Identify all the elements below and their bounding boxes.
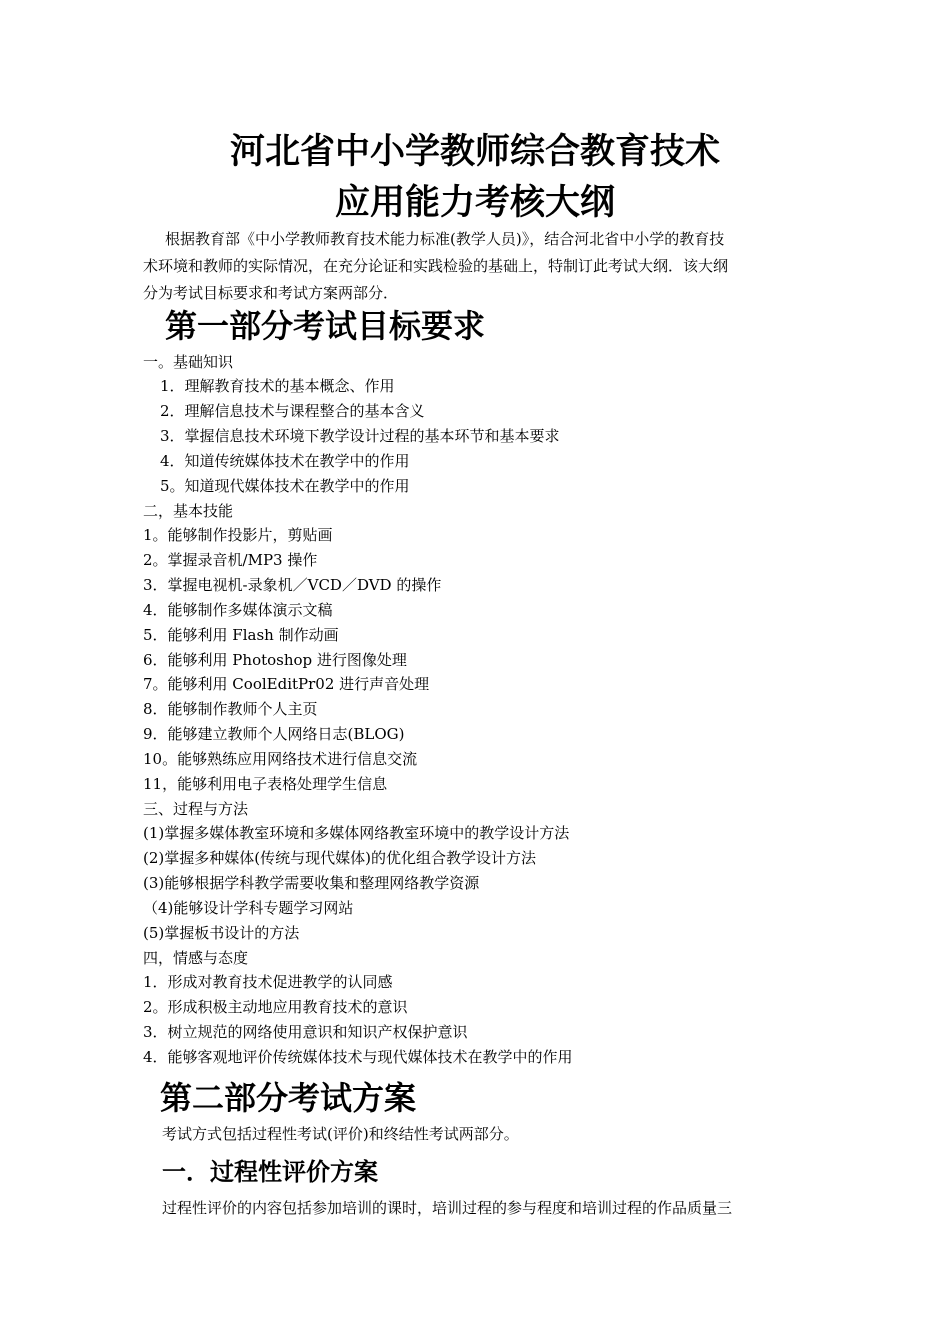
list-item: (5)掌握板书设计的方法 <box>143 923 300 942</box>
list-item: 1．形成对教育技术促进教学的认同感 <box>143 973 393 991</box>
document-title-line-1: 河北省中小学教师综合教育技术 <box>229 132 720 172</box>
section3-list <box>143 821 569 946</box>
section4-heading: 四，情感与态度 <box>143 949 249 967</box>
document-title-line-2: 应用能力考核大纲 <box>334 183 615 223</box>
list-item: 3．掌握电视机-录象机／VCD／DVD 的操作 <box>143 575 442 594</box>
subsection-text: 过程性评价的内容包括参加培训的课时，培训过程的参与程度和培训过程的作品质量三 <box>162 1199 733 1217</box>
section4-list <box>143 970 573 1070</box>
list-item: 1。能够制作投影片，剪贴画 <box>143 526 333 544</box>
intro-line-3: 分为考试目标要求和考试方案两部分． <box>143 284 399 302</box>
list-item: 5．能够利用 Flash 制作动画 <box>143 625 339 644</box>
intro-line-1: 根据教育部《中小学教师教育技术能力标准(教学人员)》，结合河北省中小学的教育技 <box>165 230 725 248</box>
section2-list <box>143 523 441 797</box>
list-item: (3)能够根据学科教学需要收集和整理网络教学资源 <box>143 873 480 892</box>
list-item: 3．掌握信息技术环境下教学设计过程的基本环节和基本要求 <box>160 426 560 445</box>
list-item: 2。形成积极主动地应用教育技术的意识 <box>143 997 408 1016</box>
intro-paragraph <box>143 226 813 307</box>
list-item: 11，能够利用电子表格处理学生信息 <box>143 775 388 794</box>
list-item: 8．能够制作教师个人主页 <box>143 700 318 719</box>
section1-list <box>160 374 560 499</box>
section3-heading: 三、过程与方法 <box>143 800 249 818</box>
intro-line-2: 术环境和教师的实际情况，在充分论证和实践检验的基础上，特制订此考试大纲．该大纲 <box>143 257 729 275</box>
list-item: (2)掌握多种媒体(传统与现代媒体)的优化组合教学设计方法 <box>143 848 536 867</box>
list-item: 4．能够制作多媒体演示文稿 <box>143 600 333 619</box>
list-item: 10。能够熟练应用网络技术进行信息交流 <box>143 750 418 769</box>
section2-heading: 二，基本技能 <box>143 502 234 520</box>
list-item: 7。能够利用 CoolEditPr02 进行声音处理 <box>143 675 430 694</box>
section1-heading: 一。基础知识 <box>143 353 234 371</box>
list-item: 4．能够客观地评价传统媒体技术与现代媒体技术在教学中的作用 <box>143 1047 573 1066</box>
list-item: 1．理解教育技术的基本概念、作用 <box>160 377 395 395</box>
list-item: (1)掌握多媒体教室环境和多媒体网络教室环境中的教学设计方法 <box>143 824 570 842</box>
list-item: 4．知道传统媒体技术在教学中的作用 <box>160 451 410 470</box>
list-item: 9．能够建立教师个人网络日志(BLOG) <box>143 725 405 744</box>
list-item: （4)能够设计学科专题学习网站 <box>143 898 354 917</box>
subsection-heading: 一．过程性评价方案 <box>162 1158 378 1186</box>
part1-heading: 第一部分考试目标要求 <box>165 307 486 345</box>
part2-intro: 考试方式包括过程性考试(评价)和终结性考试两部分。 <box>162 1125 519 1143</box>
list-item: 3．树立规范的网络使用意识和知识产权保护意识 <box>143 1022 468 1041</box>
part2-heading: 第二部分考试方案 <box>160 1079 417 1117</box>
list-item: 5。知道现代媒体技术在教学中的作用 <box>160 476 410 495</box>
list-item: 6．能够利用 Photoshop 进行图像处理 <box>143 650 407 669</box>
list-item: 2。掌握录音机/MP3 操作 <box>143 550 318 569</box>
list-item: 2．理解信息技术与课程整合的基本含义 <box>160 401 425 420</box>
